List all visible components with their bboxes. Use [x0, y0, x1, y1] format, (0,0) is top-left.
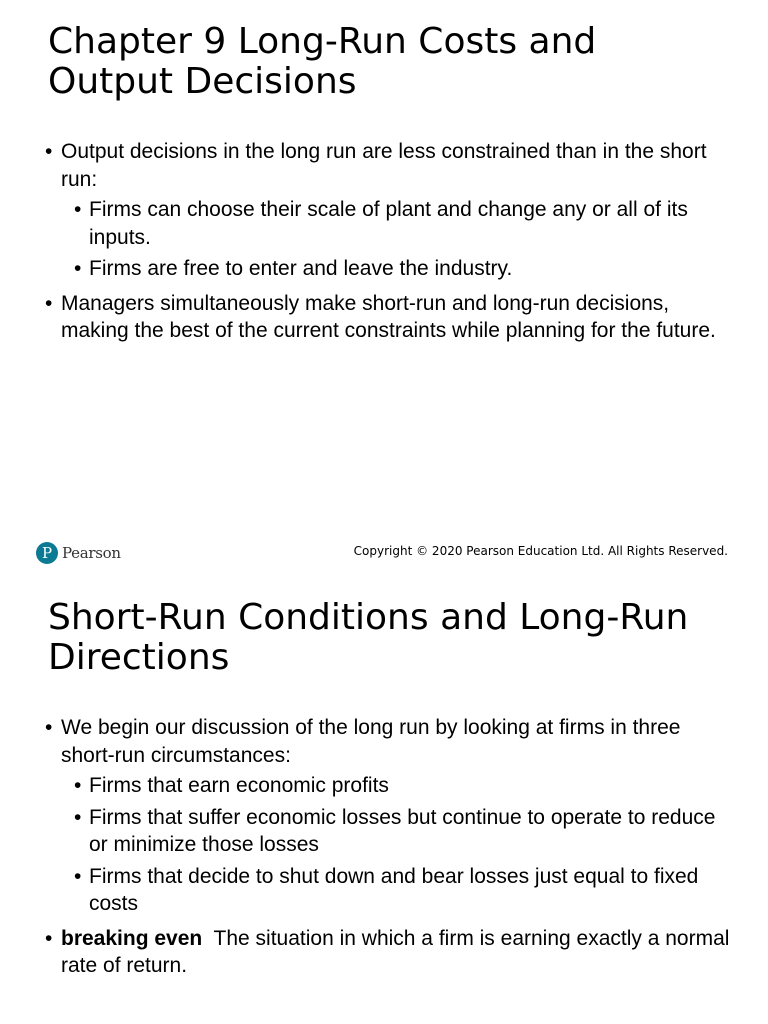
slide-2-sub-bullet-3: • Firms that decide to shut down and bear losses just equal to fixed costs	[61, 863, 734, 918]
slide-1-sub-bullet-list	[61, 196, 734, 283]
slide-2-bullet-list	[44, 714, 734, 980]
slide-2	[0, 576, 768, 1024]
copyright-notice: Copyright © 2020 Pearson Education Ltd. All Rights Reserved.	[353, 544, 728, 558]
slide-2-title: Short-Run Conditions and Long-Run Directions	[48, 597, 689, 678]
slide-1-sub-bullet-1: • Firms can choose their scale of plant and change any or all of its inputs.	[61, 196, 734, 251]
pearson-logo-text: Pearson	[62, 544, 121, 562]
slide-2-bullet-1-text: We begin our discussion of the long run by looking at firms in three short-run circumstances:	[61, 716, 681, 767]
slide-1-bullet-1	[44, 138, 734, 283]
definition-term: breaking even	[61, 926, 203, 950]
slide-2-bullet-1	[44, 714, 734, 918]
slide-2-sub-bullet-1: • Firms that earn economic profits	[61, 772, 734, 800]
slide-2-sub-bullet-2: • Firms that suffer economic losses but continue to operate to reduce or minimize those losses	[61, 804, 734, 859]
slide-1-bullet-list	[44, 138, 734, 345]
slide-1-bullet-2	[44, 290, 734, 345]
slide-1-bullet-1-text: Output decisions in the long run are less constrained than in the short run:	[61, 140, 707, 191]
pearson-logo-icon	[36, 542, 58, 564]
slide-1-title: Chapter 9 Long-Run Costs and Output Decisions	[48, 21, 597, 102]
slide-1-bullet-2-text: Managers simultaneously make short-run and long-run decisions, making the best of the current constraints while planning for the future.	[61, 291, 716, 342]
slide-1-sub-bullet-2: • Firms are free to enter and leave the industry.	[61, 255, 734, 283]
slide-2-sub-bullet-list	[61, 772, 734, 918]
slide-2-bullet-2	[44, 925, 734, 980]
pearson-logo	[36, 540, 121, 566]
slide-footer	[0, 538, 768, 568]
definition-text: The situation in which a firm is earning exactly a normal rate of return.	[61, 926, 730, 977]
